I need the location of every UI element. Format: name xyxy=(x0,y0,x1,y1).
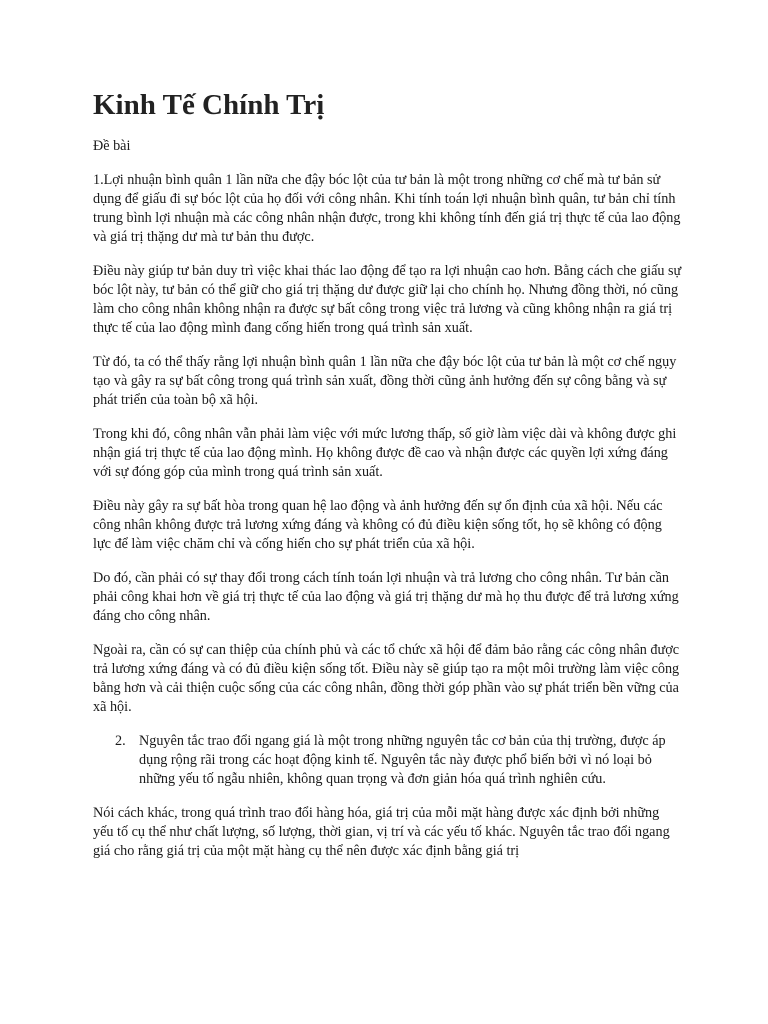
paragraph: Nói cách khác, trong quá trình trao đổi hàng hóa, giá trị của mỗi mặt hàng được xác định bởi những yếu tố cụ thể như chất lượng, số lượng, thời gian, vị trí và các yếu tố khác. Nguyên tắc trao đổi ngang giá cho rằng giá trị của một mặt hàng cụ thể nên được xác định bằng giá trị xyxy=(93,805,670,859)
paragraph: Do đó, cần phải có sự thay đổi trong cách tính toán lợi nhuận và trả lương cho công nhân. Tư bản cần phải công khai hơn về giá trị thực tế của lao động và giá trị thặng dư mà họ thu được để trả lương xứng đáng cho công nhân. xyxy=(93,570,679,624)
paragraph: Ngoài ra, cần có sự can thiệp của chính phủ và các tổ chức xã hội để đảm bảo rằng các công nhân được trả lương xứng đáng và có đủ điều kiện sống tốt. Điều này sẽ giúp tạo ra một môi trường làm việc công bằng hơn và cải thiện cuộc sống của các công nhân, đồng thời góp phần vào sự phát triển bền vững của xã hội. xyxy=(93,642,680,715)
paragraph: Điều này giúp tư bản duy trì việc khai thác lao động để tạo ra lợi nhuận cao hơn. Bằng cách che giấu sự bóc lột này, tư bản có thể giữ cho giá trị thặng dư được giữ lại cho chính họ. Nhưng đồng thời, nó cũng làm cho công nhân không nhận ra được sự bất công trong việc trả lương và cũng không nhận ra giá trị thực tế của lao động mình đang cống hiến trong quá trình sản xuất. xyxy=(93,263,682,336)
paragraph: Điều này gây ra sự bất hòa trong quan hệ lao động và ảnh hưởng đến sự ổn định của xã hội. Nếu các công nhân không được trả lương xứng đáng và không có đủ điều kiện sống tốt, họ sẽ không có động lực để làm việc chăm chỉ và cống hiến cho sự phát triển của xã hội. xyxy=(93,498,663,552)
paragraph: 1.Lợi nhuận bình quân 1 lần nữa che đậy bóc lột của tư bản là một trong những cơ chế mà tư bản sử dụng để giấu đi sự bóc lột của họ đối với công nhân. Khi tính toán lợi nhuận bình quân, tư bản chỉ tính trung bình lợi nhuận mà các công nhân nhận được, trong khi không tính đến giá trị thực tế của lao động và giá trị thặng dư mà tư bản thu được. xyxy=(93,172,681,245)
document-title: Kinh Tế Chính Trị xyxy=(93,89,325,121)
list-item xyxy=(93,732,683,789)
numbered-list xyxy=(93,732,683,789)
list-item-text: Nguyên tắc trao đổi ngang giá là một trong những nguyên tắc cơ bản của thị trường, được áp dụng rộng rãi trong các hoạt động kinh tế. Nguyên tắc này được phổ biến bởi vì nó loại bỏ những yếu tố ngẫu nhiên, không quan trọng và đơn giản hóa quá trình nghiên cứu. xyxy=(139,733,666,787)
paragraph: Từ đó, ta có thể thấy rằng lợi nhuận bình quân 1 lần nữa che đậy bóc lột của tư bản là một cơ chế ngụy tạo và gây ra sự bất công trong quá trình sản xuất, đồng thời cũng ảnh hưởng đến sự công bằng và sự phát triển của toàn bộ xã hội. xyxy=(93,354,677,408)
paragraph: Trong khi đó, công nhân vẫn phải làm việc với mức lương thấp, số giờ làm việc dài và không được ghi nhận giá trị thực tế của lao động mình. Họ không được đề cao và nhận được các quyền lợi xứng đáng với sự đóng góp của mình trong quá trình sản xuất. xyxy=(93,426,677,480)
list-item-number: 2. xyxy=(115,733,126,749)
document-subtitle: Đề bài xyxy=(93,138,131,154)
document-page xyxy=(93,88,683,861)
